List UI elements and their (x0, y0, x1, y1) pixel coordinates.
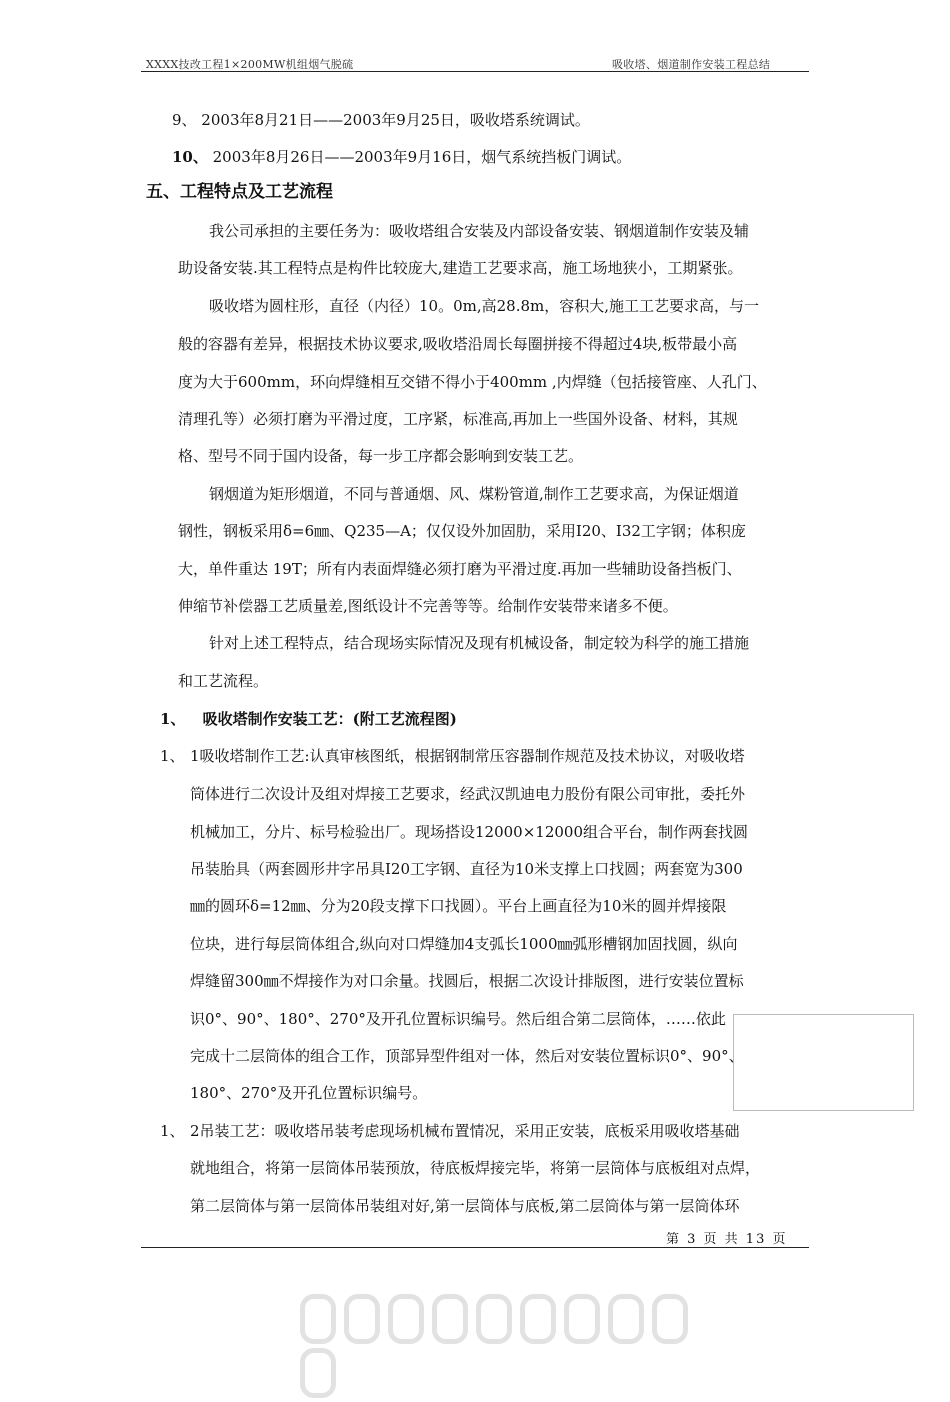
subsection-title: 吸收塔制作安装工艺：(附工艺流程图) (202, 710, 457, 728)
paragraph-line: 1吸收塔制作工艺:认真审核图纸，根据钢制常压容器制作规范及技术协议，对吸收塔 (190, 747, 745, 765)
watermark-logo (300, 1294, 720, 1344)
paragraph-line: 识0°、90°、180°、270°及开孔位置标识编号。然后组合第二层筒体，……依此 (190, 1010, 726, 1028)
paragraph-line: 180°、270°及开孔位置标识编号。 (190, 1084, 428, 1102)
header-right-title: 吸收塔、烟道制作安装工程总结 (612, 58, 771, 71)
paragraph-line: 钢性，钢板采用δ=6㎜、Q235—A；仅仅设外加固肋，采用I20、I32工字钢；体积庞 (178, 522, 746, 540)
subsection-number: 1、 (160, 710, 186, 728)
paragraph-line: 度为大于600mm，环向焊缝相互交错不得小于400mm ,内焊缝（包括接管座、人孔门、 (178, 373, 767, 391)
schedule-item-10 (172, 147, 631, 167)
schedule-item-10-number: 10、 (172, 148, 208, 166)
schedule-item-10-text: 2003年8月26日——2003年9月16日，烟气系统挡板门调试。 (207, 148, 632, 166)
paragraph-line: 完成十二层筒体的组合工作，顶部异型件组对一体，然后对安装位置标识0°、90°、 (190, 1047, 744, 1065)
paragraph-line: 筒体进行二次设计及组对焊接工艺要求，经武汉凯迪电力股份有限公司审批，委托外 (190, 785, 746, 803)
paragraph-line: 针对上述工程特点，结合现场实际情况及现有机械设备，制定较为科学的施工措施 (209, 634, 750, 652)
paragraph-line: 位块，进行每层筒体组合,纵向对口焊缝加4支弧长1000㎜弧形槽钢加固找圆，纵向 (190, 935, 738, 953)
page-number: 第 3 页 共 13 页 (666, 1232, 788, 1247)
paragraph-line: 清理孔等）必须打磨为平滑过度，工序紧，标准高,再加上一些国外设备、材料，其规 (178, 410, 738, 428)
paragraph-line: 就地组合，将第一层筒体吊装预放，待底板焊接完毕，将第一层筒体与底板组对点焊， (190, 1159, 761, 1177)
paragraph-line: 伸缩节补偿器工艺质量差,图纸设计不完善等等。给制作安装带来诸多不便。 (178, 597, 678, 615)
paragraph-line: 我公司承担的主要任务为：吸收塔组合安装及内部设备安装、钢烟道制作安装及辅 (209, 222, 750, 240)
paragraph-line: 吊装胎具（两套圆形井字吊具I20工字钢、直径为10米支撑上口找圆；两套宽为300 (190, 860, 743, 878)
paragraph-line: 钢烟道为矩形烟道，不同与普通烟、风、煤粉管道,制作工艺要求高，为保证烟道 (209, 485, 739, 503)
paragraph-line: ㎜的圆环δ=12㎜、分为20段支撑下口找圆）。平台上画直径为10米的圆并焊接限 (190, 897, 727, 915)
paragraph-line: 般的容器有差异，根据技术协议要求,吸收塔沿周长每圈拼接不得超过4块,板带最小高 (178, 335, 738, 353)
paragraph-line: 吸收塔为圆柱形，直径（内径）10。0m,高28.8m，容积大,施工工艺要求高，与一 (209, 297, 760, 315)
paragraph-line: 机械加工，分片、标号检验出厂。现场搭设12000×12000组合平台，制作两套找圆 (190, 823, 749, 841)
footer-divider (141, 1247, 809, 1248)
header-divider (141, 71, 809, 72)
paragraph-line: 格、型号不同于国内设备，每一步工序都会影响到安装工艺。 (178, 447, 584, 465)
blank-stamp-box (733, 1014, 914, 1111)
schedule-item-9: 9、 2003年8月21日——2003年9月25日，吸收塔系统调试。 (172, 111, 590, 129)
paragraph-line: 2吊装工艺：吸收塔吊装考虑现场机械布置情况，采用正安装，底板采用吸收塔基础 (190, 1122, 740, 1140)
paragraph-line: 第二层筒体与第一层筒体吊装组对好,第一层筒体与底板,第二层筒体与第一层筒体环 (190, 1197, 740, 1215)
paragraph-line: 和工艺流程。 (178, 672, 269, 690)
paragraph-line: 大，单件重达 19T；所有内表面焊缝必须打磨为平滑过度.再加一些辅助设备挡板门、 (178, 560, 742, 578)
item-1-1-number: 1、 (160, 747, 185, 765)
subsection-heading-1 (160, 709, 457, 729)
paragraph-line: 助设备安装.其工程特点是构件比较庞大,建造工艺要求高，施工场地狭小，工期紧张。 (178, 259, 743, 277)
section-heading-5: 五、工程特点及工艺流程 (146, 182, 333, 202)
item-1-2-number: 1、 (160, 1122, 185, 1140)
header-left-title: XXXX技改工程1×200MW机组烟气脱硫 (146, 58, 354, 71)
paragraph-line: 焊缝留300㎜不焊接作为对口余量。找圆后，根据二次设计排版图，进行安装位置标 (190, 972, 744, 990)
